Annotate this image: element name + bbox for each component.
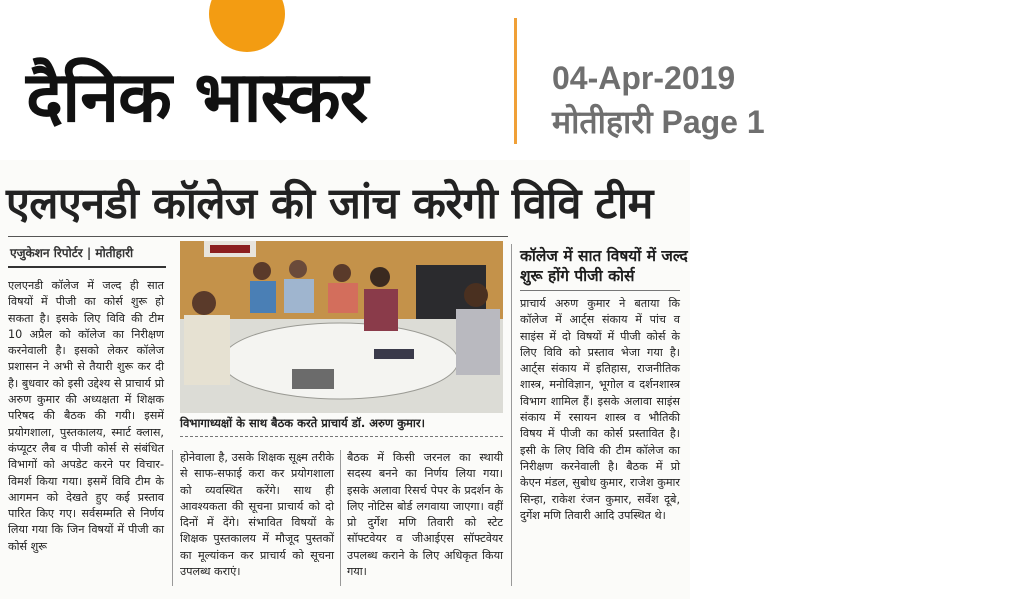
sidebar-text: प्राचार्य अरुण कुमार ने बताया कि कॉलेज में आर्ट्स संकाय में पांच व साइंस में दो विषयों में पीजी कोर्स के लिए विवि को प्रस्ताव भेजा गया है। आर्ट्स संकाय में इतिहास, राजनीतिक शास्त्र, मनोविज्ञान, भूगोल व दर्शनशास्त्र विभाग शामिल हैं। इसके अलावा साइंस संकाय में रसायन शास्त्र व भौतिकी विषय में पीजी का कोर्स प्रस्तावित है। इसी के लिए विवि की टीम कॉलेज का निरीक्षण करनेवाली है। बैठक में प्रो केएन मंडल, सुबोध कुमार, राजेश कुमार सिन्हा, राकेश रंजन कुमार, सर्वेश दूबे, दुर्गेश मणि तिवारी आदि उपस्थित थे।	[520, 297, 680, 522]
edition-page: मोतीहारी Page 1	[552, 104, 765, 140]
article-headline: एलएनडी कॉलेज की जांच करेगी विवि टीम	[6, 179, 653, 229]
article-column-1: एलएनडी कॉलेज में जल्द ही सात विषयों में पीजी का कोर्स शुरू हो सकता है। इसके लिए विवि की टीम 10 अप्रैल को कॉलेज का निरीक्षण करनेवाली है। इसको लेकर कॉलेज प्रशासन ने अभी से तैयारी शुरू कर दी है। बुधवार को इसी उद्देश्य से प्राचार्य प्रो अरुण कुमार की अध्यक्षता में शिक्षक परिषद की बैठक की गयी। इसमें प्रयोगशाला, पुस्तकालय, स्मार्ट क्लास, कंप्यूटर लैब व पीजी कोर्स से संबंधित विभागों को अपडेट करने पर विचार-विमर्श किया गया। इसमें विवि टीम के आगमन को देखते हुए कई प्रस्ताव पारित किए गए। सर्वसम्मति से निर्णय लिया गया कि जिन विषयों में पीजी का कोर्स शुरू	[8, 279, 164, 553]
column-divider-1	[172, 450, 173, 586]
article-column-2: होनेवाला है, उसके शिक्षक सूक्ष्म तरीके से साफ-सफाई करा कर प्रयोगशाला को व्यवस्थित करेंगे। साथ ही आवश्यकता की सूचना प्राचार्य को दो दिनों में देंगे। संभावित विषयों के शिक्षक पुस्तकालय में मौजूद पुस्तकों का मूल्यांकन कर प्राचार्य को सूचना उपलब्ध कराएं।	[180, 451, 334, 579]
headline-rule	[8, 236, 508, 237]
sun-logo-icon	[205, 0, 289, 60]
article-photo	[180, 241, 503, 413]
masthead	[0, 0, 1030, 160]
sidebar-heading: कॉलेज में सात विषयों में जल्द शुरू होंगे पीजी कोर्स	[520, 247, 688, 285]
brand-name: दैनिक भास्कर	[26, 56, 368, 138]
caption-rule	[180, 436, 503, 437]
meeting-photo-illustration	[180, 241, 503, 413]
article-byline: एजुकेशन रिपोर्टर | मोतीहारी	[10, 246, 134, 260]
sidebar-divider	[511, 244, 512, 586]
byline-rule	[8, 266, 166, 268]
article-column-3: बैठक में किसी जरनल का स्थायी सदस्य बनने का निर्णय लिया गया। इसके अलावा रिसर्च पेपर के प्रदर्शन के लिए नोटिस बोर्ड लगवाया जाएगा। वहीं प्रो दुर्गेश मणि तिवारी को स्टेट सॉफ्टवेयर व जीआईएस सॉफ्टवेयर उपलब्ध कराने के लिए अधिकृत किया गया।	[347, 451, 503, 579]
photo-caption: विभागाध्यक्षों के साथ बैठक करते प्राचार्य डॉ. अरुण कुमार।	[180, 416, 425, 430]
sidebar-heading-rule	[520, 290, 680, 291]
masthead-divider	[514, 18, 517, 144]
column-divider-2	[340, 450, 341, 586]
publication-date: 04-Apr-2019	[552, 60, 736, 96]
